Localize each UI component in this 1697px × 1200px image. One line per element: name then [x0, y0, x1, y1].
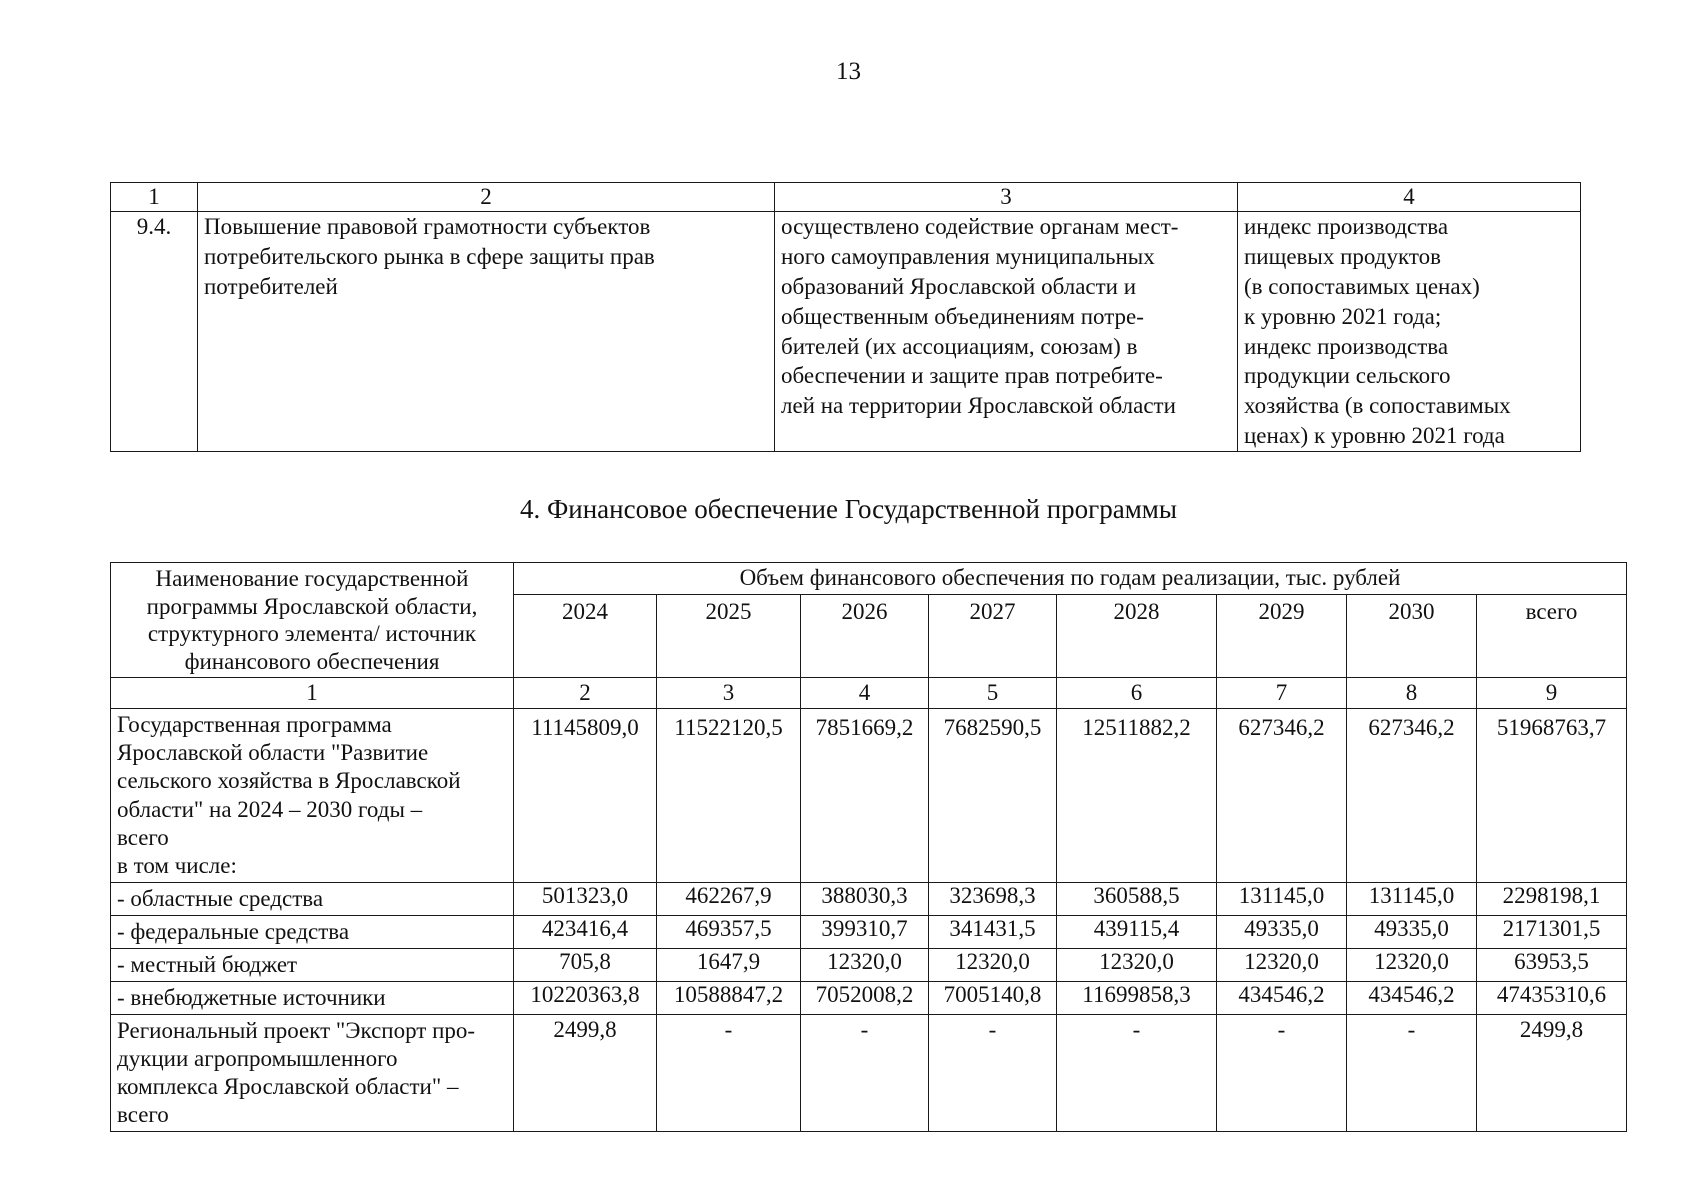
value-cell: -	[1217, 1014, 1347, 1131]
table-row	[111, 981, 1627, 1014]
column-number: 6	[1057, 678, 1217, 709]
value-cell: -	[929, 1014, 1057, 1131]
value-cell: 10588847,2	[657, 981, 801, 1014]
value-cell: 462267,9	[657, 882, 801, 915]
value-cell: 131145,0	[1347, 882, 1477, 915]
value-cell: 323698,3	[929, 882, 1057, 915]
value-cell: 501323,0	[514, 882, 657, 915]
value-cell: 434546,2	[1347, 981, 1477, 1014]
task-indicator: индекс производства пищевых продуктов (в сопоставимых ценах) к уровню 2021 года; индекс производства продукции сельского хозяйства (в сопоставимых ценах) к уровню 2021 года	[1238, 212, 1581, 452]
year-header: 2027	[929, 595, 1057, 678]
column-number: 5	[929, 678, 1057, 709]
value-cell: 423416,4	[514, 915, 657, 948]
value-cell: -	[1057, 1014, 1217, 1131]
row-label: - федеральные средства	[111, 915, 514, 948]
value-cell: 63953,5	[1477, 948, 1627, 981]
header-volume: Объем финансового обеспечения по годам реализации, тыс. рублей	[514, 563, 1627, 595]
value-cell: 705,8	[514, 948, 657, 981]
section-title: 4. Финансовое обеспечение Государственной программы	[519, 494, 1178, 524]
value-cell: 11699858,3	[1057, 981, 1217, 1014]
task-result: осуществлено содействие органам мест- ного самоуправления муниципальных образований Ярославской области и общественным объединениям потре- бителей (их ассоциациям, союзам) в обеспечении и защите прав потребите- лей на территории Ярославской области	[775, 212, 1238, 452]
row-label: Государственная программа Ярославской области "Развитие сельского хозяйства в Ярославской области" на 2024 – 2030 годы – всего в том числе:	[111, 709, 514, 882]
table-row	[111, 882, 1627, 915]
total-header: всего	[1477, 595, 1627, 678]
column-number: 1	[111, 678, 514, 709]
value-cell: 7005140,8	[929, 981, 1057, 1014]
value-cell: 360588,5	[1057, 882, 1217, 915]
column-number: 3	[657, 678, 801, 709]
column-number: 9	[1477, 678, 1627, 709]
value-cell: 12320,0	[929, 948, 1057, 981]
value-cell: 12320,0	[1217, 948, 1347, 981]
value-cell: 47435310,6	[1477, 981, 1627, 1014]
value-cell: 439115,4	[1057, 915, 1217, 948]
row-label: Региональный проект "Экспорт про- дукции агропромышленного комплекса Ярославской области" – всего	[111, 1014, 514, 1131]
value-cell: 10220363,8	[514, 981, 657, 1014]
value-cell: 51968763,7	[1477, 709, 1627, 882]
value-cell: 12320,0	[1057, 948, 1217, 981]
column-number: 4	[801, 678, 929, 709]
column-number: 4	[1238, 183, 1581, 212]
value-cell: 2499,8	[514, 1014, 657, 1131]
column-number: 2	[514, 678, 657, 709]
page-number: 13	[836, 58, 861, 85]
value-cell: 2171301,5	[1477, 915, 1627, 948]
column-number: 3	[775, 183, 1238, 212]
value-cell: 2298198,1	[1477, 882, 1627, 915]
finance-header-row	[111, 563, 1627, 595]
year-header: 2030	[1347, 595, 1477, 678]
value-cell: 12320,0	[1347, 948, 1477, 981]
value-cell: -	[801, 1014, 929, 1131]
measures-column-numbers-row	[111, 183, 1581, 212]
value-cell: 11145809,0	[514, 709, 657, 882]
value-cell: 1647,9	[657, 948, 801, 981]
year-header: 2029	[1217, 595, 1347, 678]
table-row	[111, 1014, 1627, 1131]
row-label: - внебюджетные источники	[111, 981, 514, 1014]
value-cell: 11522120,5	[657, 709, 801, 882]
value-cell: 7851669,2	[801, 709, 929, 882]
header-name: Наименование государственной программы Ярославской области, структурного элемента/ источник финансового обеспечения	[111, 563, 514, 678]
value-cell: 12511882,2	[1057, 709, 1217, 882]
value-cell: 131145,0	[1217, 882, 1347, 915]
table-row	[111, 915, 1627, 948]
year-header: 2024	[514, 595, 657, 678]
value-cell: 12320,0	[801, 948, 929, 981]
value-cell: 341431,5	[929, 915, 1057, 948]
year-header: 2026	[801, 595, 929, 678]
year-header: 2028	[1057, 595, 1217, 678]
measures-table	[110, 182, 1581, 452]
value-cell: 49335,0	[1347, 915, 1477, 948]
finance-table	[110, 562, 1627, 1132]
column-number: 2	[198, 183, 775, 212]
value-cell: 434546,2	[1217, 981, 1347, 1014]
value-cell: 469357,5	[657, 915, 801, 948]
column-number: 1	[111, 183, 198, 212]
column-number: 8	[1347, 678, 1477, 709]
column-number: 7	[1217, 678, 1347, 709]
task-name: Повышение правовой грамотности субъектов потребительского рынка в сфере защиты прав потребителей	[198, 212, 775, 452]
row-label: - местный бюджет	[111, 948, 514, 981]
task-number: 9.4.	[111, 212, 198, 452]
table-row	[111, 709, 1627, 882]
value-cell: 7682590,5	[929, 709, 1057, 882]
value-cell: -	[657, 1014, 801, 1131]
value-cell: 388030,3	[801, 882, 929, 915]
value-cell: 2499,8	[1477, 1014, 1627, 1131]
value-cell: 49335,0	[1217, 915, 1347, 948]
value-cell: -	[1347, 1014, 1477, 1131]
value-cell: 627346,2	[1217, 709, 1347, 882]
year-header: 2025	[657, 595, 801, 678]
finance-column-numbers-row	[111, 678, 1627, 709]
table-row	[111, 212, 1581, 452]
value-cell: 627346,2	[1347, 709, 1477, 882]
value-cell: 399310,7	[801, 915, 929, 948]
value-cell: 7052008,2	[801, 981, 929, 1014]
row-label: - областные средства	[111, 882, 514, 915]
table-row	[111, 948, 1627, 981]
